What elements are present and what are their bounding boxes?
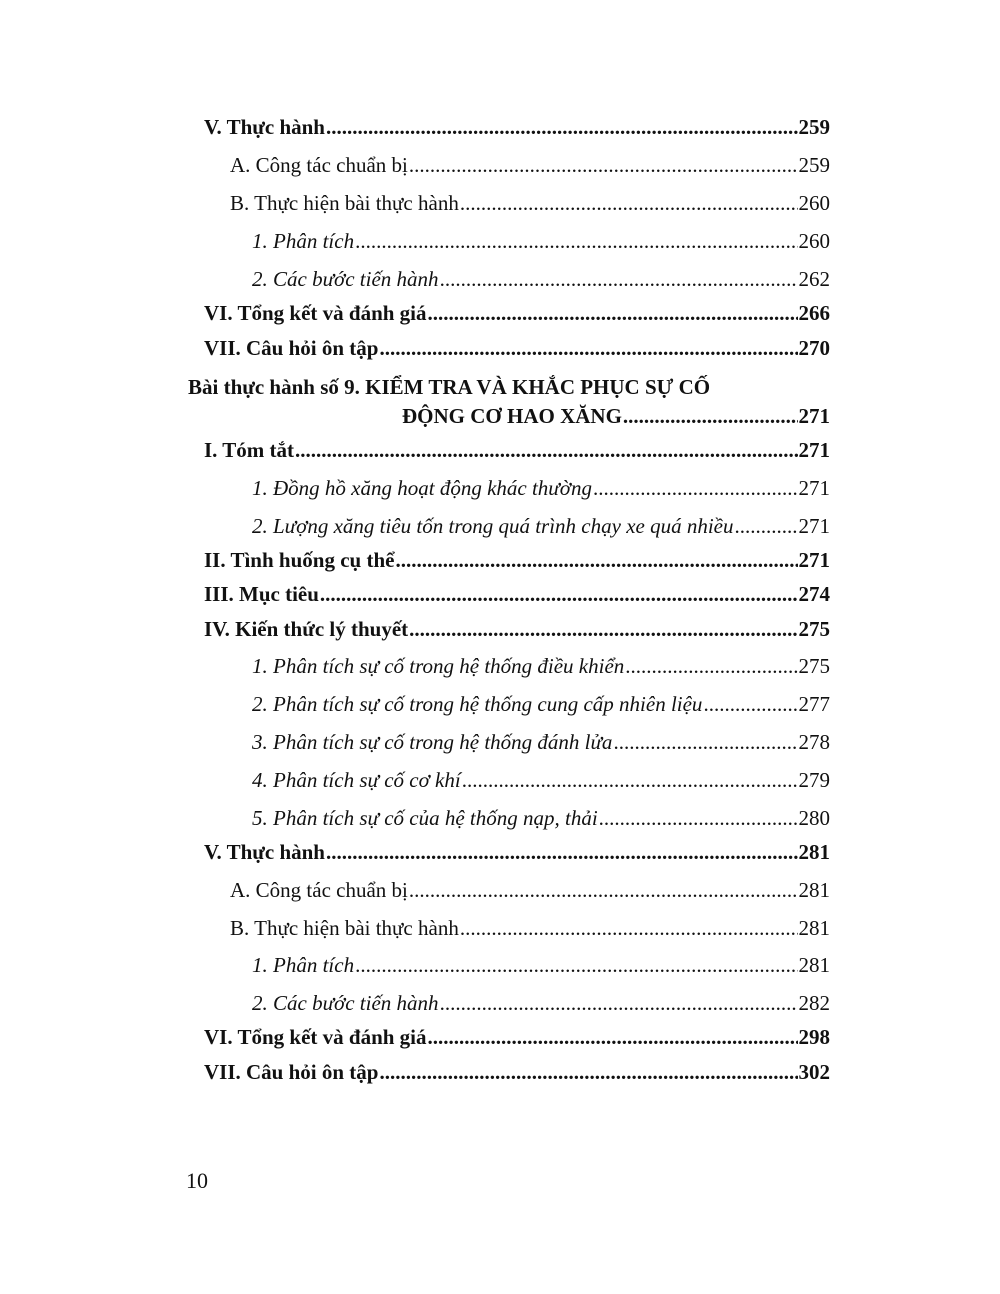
chapter-title-line1: Bài thực hành số 9. KIỂM TRA VÀ KHẮC PHỤC SỰ CỐ: [188, 375, 711, 399]
toc-entry-page: 270: [798, 336, 830, 360]
toc-entry-page: 260: [798, 229, 830, 253]
toc-entry: [204, 437, 830, 463]
dot-leader: [326, 839, 798, 865]
toc-entry-label: 1. Phân tích: [252, 229, 355, 253]
toc-entry: [204, 547, 830, 573]
toc-entry: [252, 513, 830, 539]
toc-entry: [204, 1059, 830, 1085]
toc-entry-label: V. Thực hành: [204, 840, 325, 864]
dot-leader: [355, 228, 797, 254]
dot-leader: [735, 513, 798, 539]
toc-entry-page: 275: [798, 654, 830, 678]
toc-entry-page: 275: [798, 617, 830, 641]
toc-entry-page: 266: [798, 301, 830, 325]
dot-leader: [409, 877, 798, 903]
toc-entry-label: B. Thực hiện bài thực hành: [230, 191, 459, 215]
toc-entry: [252, 729, 830, 755]
dot-leader: [623, 403, 798, 429]
toc-entry-page: 280: [798, 806, 830, 830]
toc-entry-page: 279: [798, 768, 830, 792]
toc-entry-label: 3. Phân tích sự cố trong hệ thống đánh lửa: [252, 730, 613, 754]
dot-leader: [599, 805, 798, 831]
page-number: 10: [186, 1168, 208, 1193]
toc-entry-page: 298: [798, 1025, 830, 1049]
dot-leader: [460, 915, 798, 941]
dot-leader: [460, 190, 798, 216]
toc-entry: [204, 335, 830, 361]
toc-entry-label: II. Tình huống cụ thể: [204, 548, 395, 572]
toc-entry-page: 259: [798, 153, 830, 177]
toc-entry: [252, 475, 830, 501]
dot-leader: [409, 152, 798, 178]
toc-entry: [252, 653, 830, 679]
toc-entry-label: A. Công tác chuẩn bị: [230, 153, 408, 177]
toc-entry-label: 1. Phân tích: [252, 953, 355, 977]
dot-leader: [379, 335, 797, 361]
toc-entry-page: 260: [798, 191, 830, 215]
toc-entry: [230, 877, 830, 903]
toc-entry: [252, 990, 830, 1016]
toc-entry: [252, 805, 830, 831]
toc-entry-label: 2. Lượng xăng tiêu tốn trong quá trình chạy xe quá nhiều: [252, 514, 734, 538]
toc-entry: [204, 300, 830, 326]
toc-entry: [230, 915, 830, 941]
toc-entry-label: 1. Phân tích sự cố trong hệ thống điều khiển: [252, 654, 625, 678]
toc-entry: [252, 767, 830, 793]
toc-entry-page: 271: [798, 438, 830, 462]
toc-entry: [230, 190, 830, 216]
toc-entry: [252, 266, 830, 292]
toc-entry-label: VI. Tổng kết và đánh giá: [204, 1025, 427, 1049]
toc-entry-page: 262: [798, 267, 830, 291]
dot-leader: [395, 547, 797, 573]
dot-leader: [428, 1024, 798, 1050]
toc-entry: [252, 691, 830, 717]
toc-entry: [230, 152, 830, 178]
toc-entry-page: 271: [798, 548, 830, 572]
chapter-title-line2: [402, 403, 830, 429]
toc-entry-page: 281: [798, 953, 830, 977]
toc-entry-page: 282: [798, 991, 830, 1015]
toc-entry-page: 259: [798, 115, 830, 139]
toc-entry: [204, 616, 830, 642]
dot-leader: [379, 1059, 797, 1085]
dot-leader: [440, 266, 798, 292]
dot-leader: [320, 581, 798, 607]
toc-entry-label: VII. Câu hỏi ôn tập: [204, 336, 379, 360]
toc-entry-page: 277: [798, 692, 830, 716]
toc-entry: [252, 228, 830, 254]
toc-entry-label: VI. Tổng kết và đánh giá: [204, 301, 427, 325]
toc-entry-label: 1. Đồng hồ xăng hoạt động khác thường: [252, 476, 592, 500]
toc-entry-label: 2. Các bước tiến hành: [252, 991, 439, 1015]
toc-entry-label: I. Tóm tắt: [204, 438, 295, 462]
toc-entry-label: 5. Phân tích sự cố của hệ thống nạp, thải: [252, 806, 598, 830]
toc-entry-page: 281: [798, 878, 830, 902]
toc-entry: [204, 581, 830, 607]
toc-entry-page: 278: [798, 730, 830, 754]
dot-leader: [409, 616, 797, 642]
toc-entry-page: 302: [798, 1060, 830, 1084]
dot-leader: [355, 952, 797, 978]
dot-leader: [295, 437, 797, 463]
dot-leader: [593, 475, 798, 501]
toc-entry-page: 271: [798, 476, 830, 500]
toc-entry-label: IV. Kiến thức lý thuyết: [204, 617, 409, 641]
dot-leader: [613, 729, 797, 755]
toc-entry-page: 281: [798, 916, 830, 940]
dot-leader: [326, 114, 798, 140]
dot-leader: [703, 691, 797, 717]
toc-entry-label: A. Công tác chuẩn bị: [230, 878, 408, 902]
toc-entry: [204, 839, 830, 865]
toc-entry-page: 271: [798, 514, 830, 538]
toc-entry: [252, 952, 830, 978]
toc-entry-label: ĐỘNG CƠ HAO XĂNG: [402, 404, 622, 428]
toc-entry-page: 271: [798, 404, 830, 428]
toc-entry-label: 4. Phân tích sự cố cơ khí: [252, 768, 461, 792]
toc-entry-label: 2. Phân tích sự cố trong hệ thống cung cấp nhiên liệu: [252, 692, 703, 716]
dot-leader: [428, 300, 798, 326]
toc-entry-page: 274: [798, 582, 830, 606]
toc-entry-label: B. Thực hiện bài thực hành: [230, 916, 459, 940]
dot-leader: [625, 653, 797, 679]
dot-leader: [462, 767, 798, 793]
toc-entry: [204, 1024, 830, 1050]
dot-leader: [440, 990, 798, 1016]
toc-entry-label: 2. Các bước tiến hành: [252, 267, 439, 291]
toc-entry-page: 281: [798, 840, 830, 864]
toc-entry: [204, 114, 830, 140]
toc-entry-label: VII. Câu hỏi ôn tập: [204, 1060, 379, 1084]
toc-entry-label: III. Mục tiêu: [204, 582, 319, 606]
toc-entry-label: V. Thực hành: [204, 115, 325, 139]
